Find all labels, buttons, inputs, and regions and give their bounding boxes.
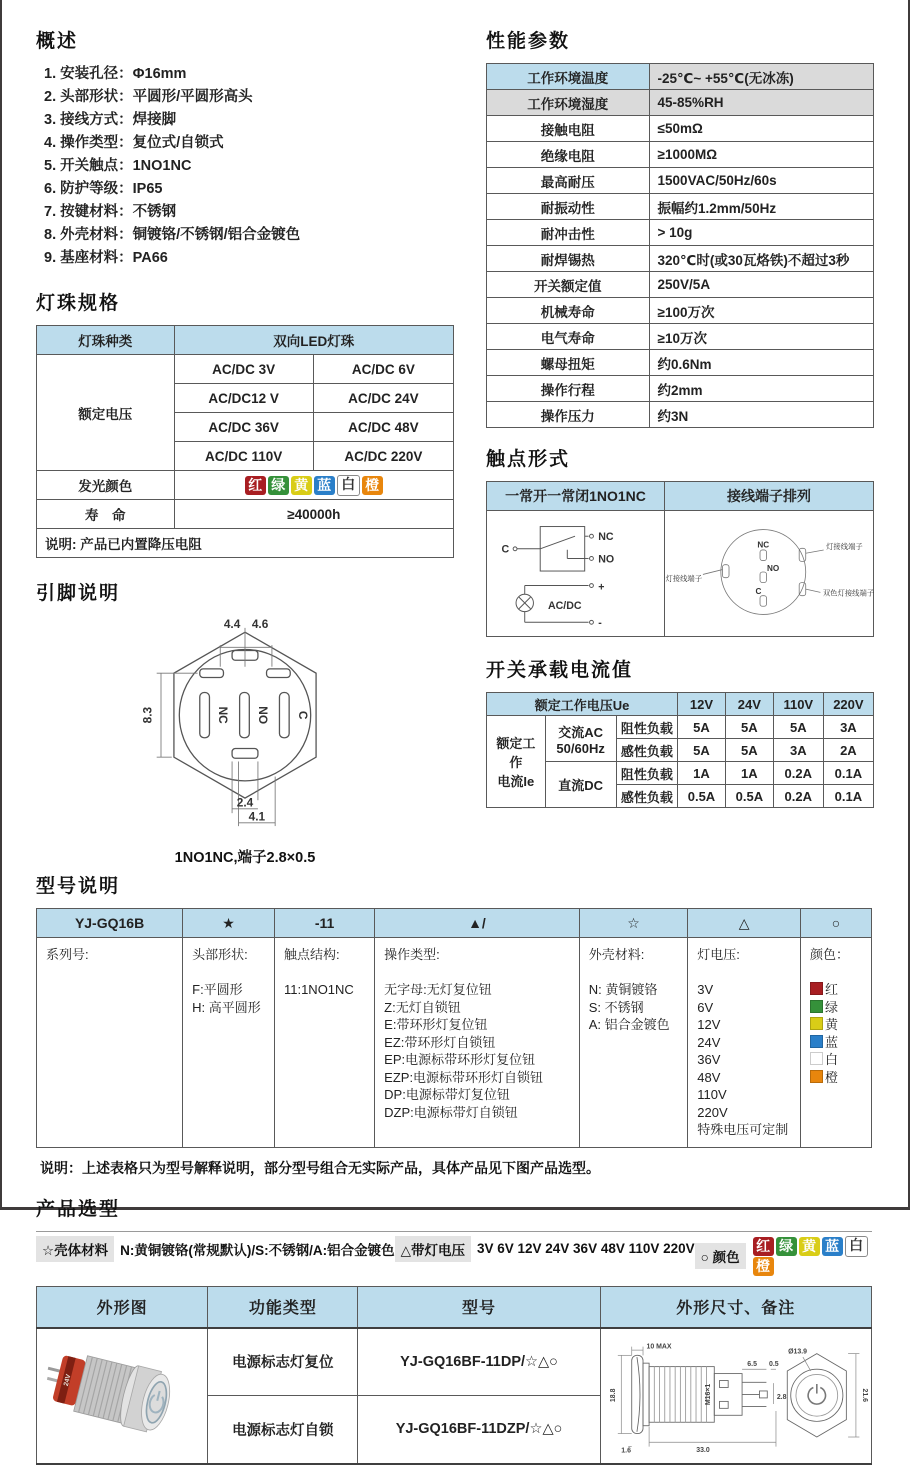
dimension-drawing <box>605 1331 867 1457</box>
pin-dim-83: 8.3 <box>140 706 155 724</box>
swatch-label: 白 <box>824 1052 838 1067</box>
led-life-value: ≥40000h <box>174 500 453 529</box>
perf-label: 螺母扭矩 <box>487 350 650 376</box>
dim-height: 18.8 <box>610 1388 618 1402</box>
perf-value: 1500VAC/50Hz/60s <box>649 168 873 194</box>
contact-terminal-cell <box>665 511 874 637</box>
led-color-chips <box>174 471 453 500</box>
color-legend-chips <box>752 1236 872 1276</box>
right-column <box>486 26 874 867</box>
product-function: 电源标志灯自锁 <box>208 1396 358 1464</box>
table-row <box>487 116 874 142</box>
current-load: 感性负载 <box>616 785 677 808</box>
model-col-operation: 操作类型: 无字母:无灯复位钮 Z:无灯自锁钮 E:带环形灯复位钮 EZ:带环形灯自锁钮 EP:电源标带环形灯复位钮 EZP:电源标带环形灯自锁钮 DP:电源标带灯复位钮 DZP:电源标带灯自锁钮 <box>375 938 580 1148</box>
led-voltage: AC/DC 3V <box>174 355 313 384</box>
model-header: ☆ <box>579 909 688 938</box>
led-type-value: 双向LED灯珠 <box>174 326 453 355</box>
perf-title: 性能参数 <box>486 31 571 52</box>
led-voltage: AC/DC 48V <box>313 413 453 442</box>
selection-section <box>36 1194 872 1465</box>
red-swatch <box>810 982 823 995</box>
table-row <box>487 168 874 194</box>
model-section <box>36 871 872 1178</box>
model-col-head-shape: 头部形状: F:平圆形 H: 高平圆形 <box>183 938 275 1148</box>
current-ac-label: 交流AC 50/60Hz <box>545 716 616 762</box>
led-type-label: 灯珠种类 <box>37 326 175 355</box>
current-val: 5A <box>773 716 823 739</box>
pin-dim-41: 4.1 <box>248 809 266 824</box>
contact-col1-header: 一常开一常闭1NO1NC <box>487 482 665 511</box>
contact-table <box>486 481 874 637</box>
current-val: 0.1A <box>823 762 873 785</box>
color-chip-red: 红 <box>753 1237 774 1256</box>
selection-title: 产品选型 <box>36 1198 121 1220</box>
shell-material-tag: ☆壳体材料 <box>36 1236 114 1262</box>
contact-title: 触点形式 <box>486 449 571 470</box>
selection-legend <box>36 1231 872 1276</box>
product-header: 型号 <box>358 1286 600 1328</box>
table-row <box>487 142 874 168</box>
pin-diagram-drawing <box>105 615 385 839</box>
perf-label: 电气寿命 <box>487 324 650 350</box>
terminal-label-right-top: 灯接线端子 <box>826 542 863 552</box>
current-val: 2A <box>823 739 873 762</box>
current-load: 阻性负载 <box>616 762 677 785</box>
model-header: -11 <box>274 909 374 938</box>
pin-dim-24: 2.4 <box>236 795 254 810</box>
pin-label-c: C <box>295 710 310 720</box>
table-row <box>487 762 874 785</box>
circuit-diagram <box>492 513 660 631</box>
led-spec-title: 灯珠规格 <box>36 293 121 314</box>
model-col-voltage: 灯电压: 3V 6V 12V 24V 36V 48V 110V 220V 特殊电压可定制 <box>688 938 801 1148</box>
terminal-label-left: 灯接线端子 <box>665 573 703 583</box>
pin-dim-44: 4.4 <box>223 616 241 631</box>
perf-label: 操作行程 <box>487 376 650 402</box>
shell-material-legend <box>36 1231 395 1262</box>
overview-item: 3. 接线方式：焊接脚 <box>44 112 177 128</box>
color-chip-red: 红 <box>245 476 266 495</box>
circuit-label-acdc: AC/DC <box>547 599 582 612</box>
table-row <box>487 64 874 90</box>
shell-material-text: N:黄铜镀铬(常规默认)/S:不锈钢/A:铝合金镀色 <box>120 1242 395 1258</box>
top-columns <box>36 26 875 867</box>
dim-front-height: 21.6 <box>860 1388 868 1402</box>
contact-col2-header: 接线端子排列 <box>665 482 874 511</box>
palette-item <box>810 1051 862 1069</box>
perf-value: ≥1000MΩ <box>649 142 873 168</box>
perf-value: 约2mm <box>649 376 873 402</box>
overview-title: 概述 <box>36 31 79 52</box>
current-val: 5A <box>678 739 726 762</box>
palette-item <box>810 1034 862 1052</box>
terminal-label-right-bottom: 双色灯接线端子 <box>822 588 875 598</box>
pins-title: 引脚说明 <box>36 583 121 604</box>
table-row <box>37 1328 872 1396</box>
table-row <box>487 693 874 716</box>
table-row <box>37 1286 872 1328</box>
led-spec-table <box>36 325 454 558</box>
color-chip-white: 白 <box>337 475 360 496</box>
swatch-label: 红 <box>824 982 838 997</box>
current-volt: 24V <box>725 693 773 716</box>
palette-item <box>810 1016 862 1034</box>
perf-label: 操作压力 <box>487 402 650 428</box>
model-header: ▲/ <box>375 909 580 938</box>
model-col-color <box>800 938 871 1148</box>
current-volt: 110V <box>773 693 823 716</box>
model-col-series: 系列号: <box>37 938 183 1148</box>
model-color-label: 颜色： <box>809 947 849 962</box>
led-voltage: AC/DC 220V <box>313 442 453 471</box>
perf-label: 接触电阻 <box>487 116 650 142</box>
color-tag: ○ 颜色 <box>695 1243 746 1269</box>
product-photo-cell <box>37 1328 208 1464</box>
perf-label: 耐焊锡热 <box>487 246 650 272</box>
model-header: △ <box>688 909 801 938</box>
overview-list <box>36 63 454 270</box>
table-row <box>487 220 874 246</box>
palette-item <box>810 999 862 1017</box>
perf-value: 约0.6Nm <box>649 350 873 376</box>
product-table <box>36 1286 872 1465</box>
table-row <box>487 402 874 428</box>
pin-diagram-caption: 1NO1NC,端子2.8×0.5 <box>174 850 316 866</box>
product-photo <box>39 1338 207 1450</box>
perf-label: 工作环境温度 <box>487 64 650 90</box>
led-voltage-label: 额定电压 <box>37 355 175 471</box>
palette-item <box>810 1069 862 1087</box>
led-note: 说明: 产品已内置降压电阻 <box>37 529 454 558</box>
table-row <box>487 350 874 376</box>
dim-pin3: 2.8 <box>776 1393 787 1401</box>
terminal-diagram <box>665 513 875 631</box>
overview-item: 6. 防护等级：IP65 <box>44 181 163 197</box>
current-val: 3A <box>773 739 823 762</box>
pin-label-no: NO <box>256 706 270 725</box>
current-val: 0.2A <box>773 762 823 785</box>
led-voltage: AC/DC 110V <box>174 442 313 471</box>
led-voltage: AC/DC 6V <box>313 355 453 384</box>
color-chip-yellow: 黄 <box>291 476 312 495</box>
perf-value: ≥100万次 <box>649 298 873 324</box>
current-val: 0.5A <box>725 785 773 808</box>
color-chip-yellow: 黄 <box>799 1237 820 1256</box>
dim-thread: M16×1 <box>704 1383 712 1405</box>
lamp-voltage-legend <box>395 1231 695 1262</box>
perf-value: 320℃时(或30瓦烙铁)不超过3秒 <box>649 246 873 272</box>
circuit-label-no: NO <box>597 553 614 566</box>
left-column <box>36 26 454 867</box>
pin-label-nc: NC <box>216 706 231 724</box>
overview-item: 4. 操作类型：复位式/自锁式 <box>44 135 224 151</box>
model-col-shell: 外壳材料: N: 黄铜镀铬 S: 不锈钢 A: 铝合金镀色 <box>579 938 688 1148</box>
product-dimension-cell <box>600 1328 871 1464</box>
overview-item: 9. 基座材料：PA66 <box>44 250 168 266</box>
color-chip-orange: 橙 <box>753 1257 774 1276</box>
circuit-label-minus: - <box>597 617 602 630</box>
color-chip-blue: 蓝 <box>822 1237 843 1256</box>
overview-item: 2. 头部形状：平圆形/平圆形高头 <box>44 89 253 105</box>
perf-label: 耐冲击性 <box>487 220 650 246</box>
pin-diagram <box>36 615 454 867</box>
blue-swatch <box>810 1035 823 1048</box>
dim-top: 10 MAX <box>646 1342 672 1350</box>
table-row <box>487 716 874 739</box>
white-swatch <box>810 1052 823 1065</box>
overview-item: 8. 外壳材料：铜镀铬/不锈钢/铝合金镀色 <box>44 227 301 243</box>
dim-diameter: Ø13.9 <box>787 1348 807 1356</box>
orange-swatch <box>810 1070 823 1083</box>
product-function: 电源标志灯复位 <box>208 1328 358 1396</box>
current-val: 0.5A <box>678 785 726 808</box>
contact-circuit-cell <box>487 511 665 637</box>
color-chip-orange: 橙 <box>362 476 383 495</box>
perf-value: ≤50mΩ <box>649 116 873 142</box>
current-val: 3A <box>823 716 873 739</box>
current-val: 5A <box>725 716 773 739</box>
yellow-swatch <box>810 1017 823 1030</box>
overview-item: 5. 开关触点：1NO1NC <box>44 158 192 174</box>
product-header: 功能类型 <box>208 1286 358 1328</box>
dim-width: 33.0 <box>696 1446 710 1454</box>
led-voltage: AC/DC 36V <box>174 413 313 442</box>
led-life-label: 寿 命 <box>37 500 175 529</box>
product-header: 外形图 <box>37 1286 208 1328</box>
perf-value: 振幅约1.2mm/50Hz <box>649 194 873 220</box>
model-header: ★ <box>183 909 275 938</box>
current-val: 0.2A <box>773 785 823 808</box>
color-chip-green: 绿 <box>268 476 289 495</box>
overview-item: 7. 按键材料：不锈钢 <box>44 204 177 220</box>
perf-value: ≥10万次 <box>649 324 873 350</box>
overview-item: 1. 安装孔径：Φ16mm <box>44 66 187 82</box>
led-voltage: AC/DC12 V <box>174 384 313 413</box>
swatch-label: 橙 <box>824 1069 838 1085</box>
pin-dim-46: 4.6 <box>251 616 269 631</box>
palette-item <box>810 981 862 999</box>
perf-value: -25℃~ +55℃(无冰冻) <box>649 64 873 90</box>
table-row <box>487 324 874 350</box>
swatch-label: 黄 <box>824 1017 838 1032</box>
perf-table <box>486 63 874 428</box>
product-model: YJ-GQ16BF-11DZP/☆△○ <box>358 1396 600 1464</box>
circuit-label-nc: NC <box>597 531 614 544</box>
perf-value: 约3N <box>649 402 873 428</box>
lamp-voltage-text: 3V 6V 12V 24V 36V 48V 110V 220V <box>476 1241 695 1256</box>
perf-value: > 10g <box>649 220 873 246</box>
model-note: 说明：上述表格只为型号解释说明，部分型号组合无实际产品，具体产品见下图产品选型。 <box>40 1159 600 1176</box>
circuit-label-plus: + <box>597 581 604 594</box>
lamp-voltage-tag: △带灯电压 <box>395 1236 471 1262</box>
color-chip-green: 绿 <box>776 1237 797 1256</box>
product-model: YJ-GQ16BF-11DP/☆△○ <box>358 1328 600 1396</box>
table-row <box>487 246 874 272</box>
current-ie-label: 额定工作 电流Ie <box>487 716 546 808</box>
model-header: ○ <box>800 909 871 938</box>
model-title: 型号说明 <box>36 876 121 897</box>
table-row <box>37 938 872 1148</box>
table-row <box>37 909 872 938</box>
product-header: 外形尺寸、备注 <box>600 1286 871 1328</box>
perf-value: 45-85%RH <box>649 90 873 116</box>
color-legend <box>695 1231 872 1276</box>
current-val: 0.1A <box>823 785 873 808</box>
model-header: YJ-GQ16B <box>37 909 183 938</box>
table-row <box>487 194 874 220</box>
table-row <box>487 376 874 402</box>
perf-label: 最高耐压 <box>487 168 650 194</box>
current-table <box>486 692 874 808</box>
dim-lip: 1.6 <box>621 1447 631 1455</box>
table-row <box>487 272 874 298</box>
current-ue-label: 额定工作电压Ue <box>487 693 678 716</box>
current-volt: 12V <box>678 693 726 716</box>
current-load: 感性负载 <box>616 739 677 762</box>
current-title: 开关承载电流值 <box>486 660 634 681</box>
color-chip-white: 白 <box>845 1236 868 1257</box>
circuit-label-c: C <box>501 543 509 556</box>
swatch-label: 蓝 <box>824 1034 838 1050</box>
current-val: 1A <box>725 762 773 785</box>
model-col-contact: 触点结构: 11:1NO1NC <box>274 938 374 1148</box>
photo-voltage-label: 24V <box>62 1373 73 1387</box>
perf-label: 绝缘电阻 <box>487 142 650 168</box>
led-color-label: 发光颜色 <box>37 471 175 500</box>
model-table <box>36 908 872 1148</box>
perf-label: 开关额定值 <box>487 272 650 298</box>
terminal-label-nc: NC <box>757 540 770 550</box>
current-dc-label: 直流DC <box>545 762 616 808</box>
led-voltage: AC/DC 24V <box>313 384 453 413</box>
table-row <box>487 90 874 116</box>
current-volt: 220V <box>823 693 873 716</box>
perf-label: 机械寿命 <box>487 298 650 324</box>
dim-pin2: 0.5 <box>768 1360 779 1368</box>
swatch-label: 绿 <box>824 999 838 1015</box>
current-load: 阻性负载 <box>616 716 677 739</box>
terminal-label-c: C <box>755 587 762 597</box>
perf-value: 250V/5A <box>649 272 873 298</box>
green-swatch <box>810 1000 823 1013</box>
table-row <box>487 298 874 324</box>
current-val: 1A <box>678 762 726 785</box>
perf-label: 工作环境湿度 <box>487 90 650 116</box>
color-chip-blue: 蓝 <box>314 476 335 495</box>
terminal-label-no: NO <box>766 564 780 574</box>
current-val: 5A <box>678 716 726 739</box>
current-val: 5A <box>725 739 773 762</box>
dim-pin1: 6.5 <box>747 1360 757 1368</box>
perf-label: 耐振动性 <box>487 194 650 220</box>
